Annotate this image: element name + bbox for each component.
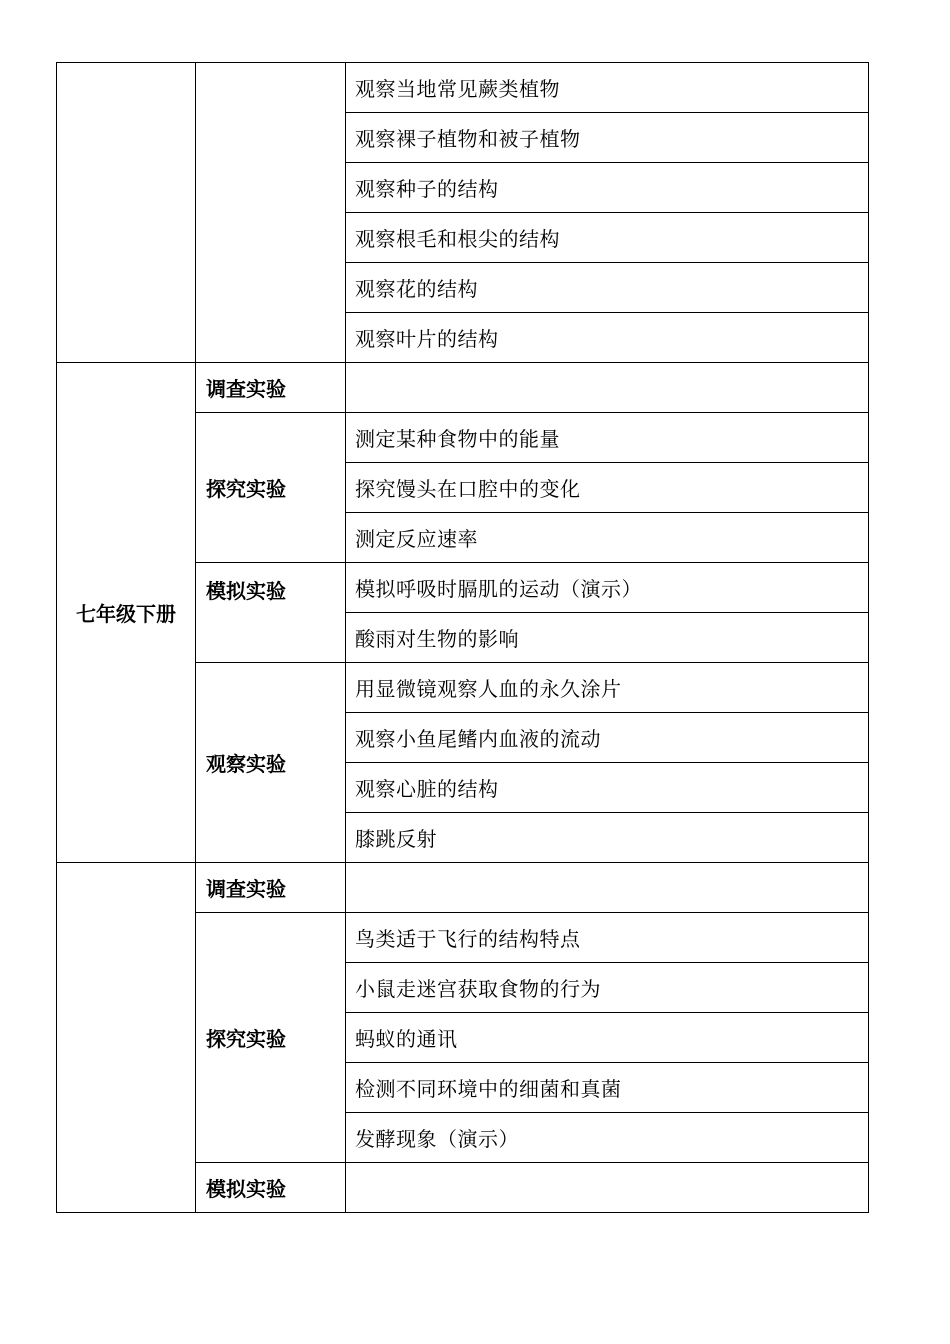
experiment-item: 观察花的结构 xyxy=(346,263,869,313)
experiment-item: 发酵现象（演示） xyxy=(346,1113,869,1163)
experiment-item xyxy=(346,363,869,413)
category-cell: 探究实验 xyxy=(196,913,346,1163)
grade-cell: 七年级下册 xyxy=(57,363,196,863)
category-cell: 探究实验 xyxy=(196,413,346,563)
table-row xyxy=(57,863,869,913)
category-cell: 调查实验 xyxy=(196,863,346,913)
experiment-item: 观察当地常见蕨类植物 xyxy=(346,63,869,113)
experiment-item: 酸雨对生物的影响 xyxy=(346,613,869,663)
experiment-item: 观察小鱼尾鳍内血液的流动 xyxy=(346,713,869,763)
table-row xyxy=(57,363,869,413)
experiment-item: 观察心脏的结构 xyxy=(346,763,869,813)
experiment-table xyxy=(56,62,869,1213)
experiment-item: 测定某种食物中的能量 xyxy=(346,413,869,463)
experiment-item xyxy=(346,863,869,913)
category-cell: 模拟实验 xyxy=(196,563,346,663)
experiment-item: 观察根毛和根尖的结构 xyxy=(346,213,869,263)
category-cell: 模拟实验 xyxy=(196,1163,346,1213)
experiment-item: 小鼠走迷宫获取食物的行为 xyxy=(346,963,869,1013)
table-row xyxy=(57,63,869,113)
experiment-item: 测定反应速率 xyxy=(346,513,869,563)
experiment-item: 观察种子的结构 xyxy=(346,163,869,213)
experiment-item xyxy=(346,1163,869,1213)
experiment-item: 鸟类适于飞行的结构特点 xyxy=(346,913,869,963)
category-cell xyxy=(196,63,346,363)
experiment-item: 探究馒头在口腔中的变化 xyxy=(346,463,869,513)
experiment-item: 观察叶片的结构 xyxy=(346,313,869,363)
category-cell: 调查实验 xyxy=(196,363,346,413)
experiment-item: 观察裸子植物和被子植物 xyxy=(346,113,869,163)
experiment-item: 膝跳反射 xyxy=(346,813,869,863)
experiment-item: 检测不同环境中的细菌和真菌 xyxy=(346,1063,869,1113)
experiment-item: 用显微镜观察人血的永久涂片 xyxy=(346,663,869,713)
category-cell: 观察实验 xyxy=(196,663,346,863)
grade-cell xyxy=(57,63,196,363)
grade-cell xyxy=(57,863,196,1213)
experiment-item: 蚂蚁的通讯 xyxy=(346,1013,869,1063)
experiment-item: 模拟呼吸时膈肌的运动（演示） xyxy=(346,563,869,613)
